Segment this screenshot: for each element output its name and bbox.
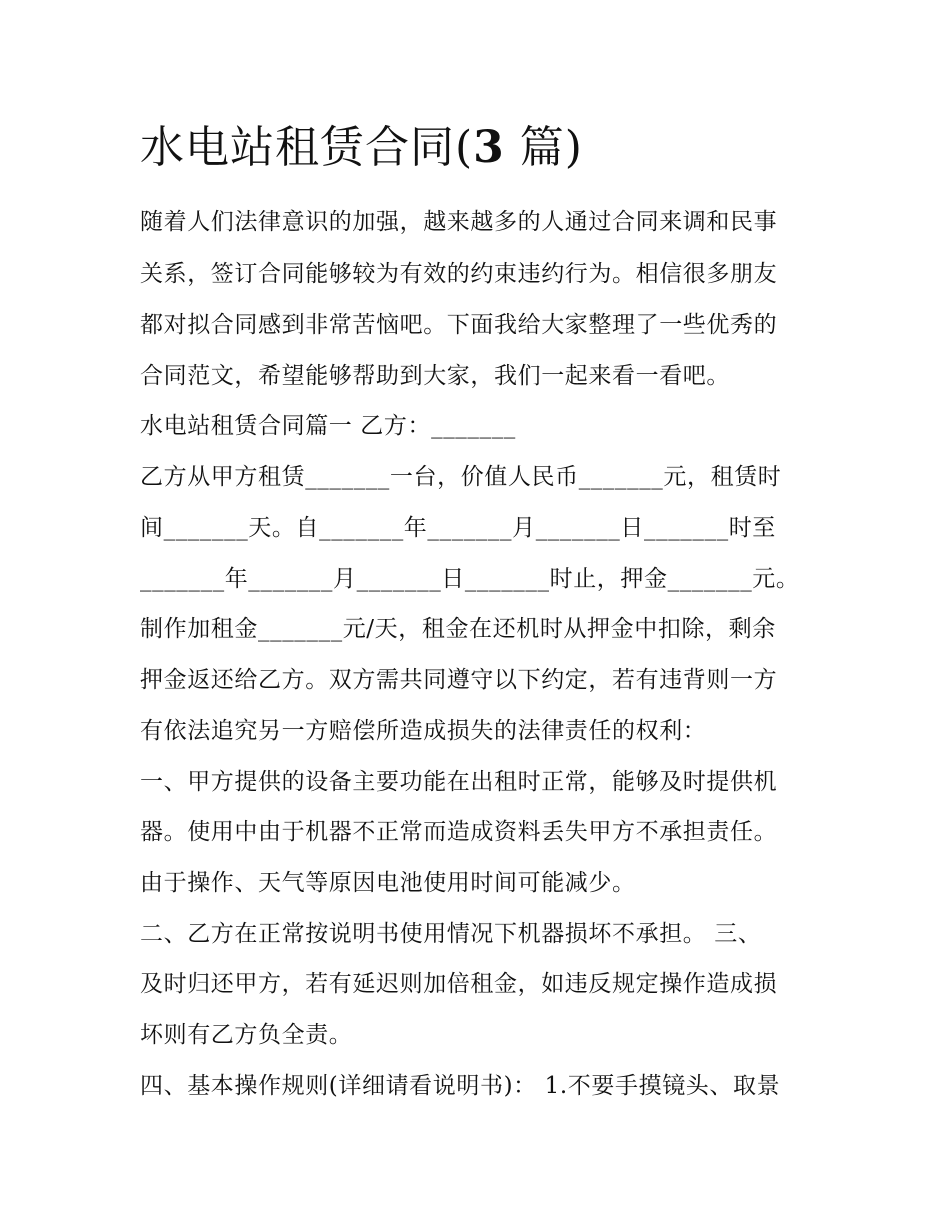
paragraph-line: 由于操作、天气等原因电池使用时间可能减少。 <box>140 870 636 896</box>
paragraph-line: 合同范文，希望能够帮助到大家，我们一起来看一看吧。 <box>140 363 730 389</box>
paragraph-line: 乙方从甲方租赁_______一台，价值人民币_______元，租赁时 <box>140 464 782 490</box>
paragraph-line: 器。使用中由于机器不正常而造成资料丢失甲方不承担责任。 <box>140 819 778 845</box>
title-prefix: 水电站租赁合同( <box>140 122 474 173</box>
paragraph-line: 都对拟合同感到非常苦恼吧。下面我给大家整理了一些优秀的 <box>140 312 778 338</box>
paragraph-line: 间_______天。自_______年_______月_______日_______时至 <box>140 515 776 541</box>
section-heading-line: 水电站租赁合同篇一 乙方：_______ <box>140 413 516 439</box>
paragraph-line: 坏则有乙方负全责。 <box>140 1022 353 1048</box>
title-suffix: 篇) <box>504 122 583 173</box>
paragraph-line: 一、甲方提供的设备主要功能在出租时正常，能够及时提供机 <box>140 769 778 795</box>
title-number: 3 <box>473 122 505 173</box>
paragraph-line: 随着人们法律意识的加强，越来越多的人通过合同来调和民事 <box>140 209 778 235</box>
paragraph-line: 四、基本操作规则(详细请看说明书)： 1.不要手摸镜头、取景 <box>140 1073 781 1099</box>
paragraph-line: _______年_______月_______日_______时止，押金_______元。 <box>140 566 800 592</box>
paragraph-line: 关系，签订合同能够较为有效的约束违约行为。相信很多朋友 <box>140 261 778 287</box>
paragraph-line: 二、乙方在正常按说明书使用情况下机器损坏不承担。 三、 <box>140 921 762 947</box>
document-title <box>140 118 583 178</box>
paragraph-line: 制作加租金_______元/天，租金在还机时从押金中扣除，剩余 <box>140 616 776 642</box>
paragraph-line: 押金返还给乙方。双方需共同遵守以下约定，若有违背则一方 <box>140 667 778 693</box>
paragraph-line: 及时归还甲方，若有延迟则加倍租金，如违反规定操作造成损 <box>140 971 778 997</box>
paragraph-line: 有依法追究另一方赔偿所造成损失的法律责任的权利： <box>140 718 707 744</box>
